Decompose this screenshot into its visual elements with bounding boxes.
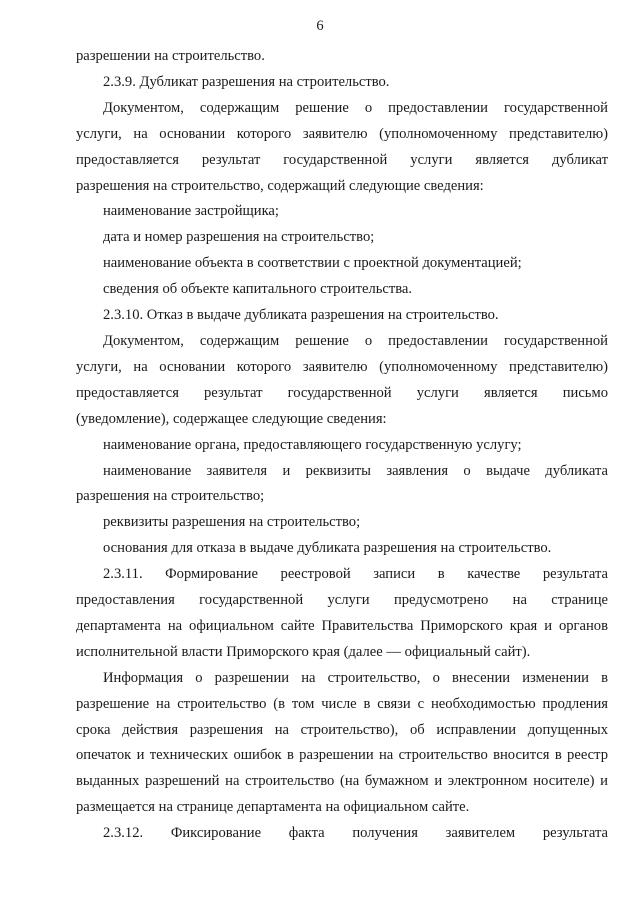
section-heading-2-3-11: 2.3.11. Формирование реестровой записи в качестве результата — [103, 566, 608, 583]
text-line: Документом, содержащим решение о предоставлении государственной — [103, 99, 608, 116]
text-line: услуги, на основании которого заявителю (уполномоченному представителю) — [76, 358, 608, 375]
list-item: наименование объекта в соответствии с проектной документацией; — [103, 255, 522, 272]
list-item: основания для отказа в выдаче дубликата разрешения на строительство. — [103, 540, 552, 557]
document-body — [76, 44, 608, 847]
list-item: реквизиты разрешения на строительство; — [103, 514, 361, 531]
text-line: исполнительной власти Приморского края (далее — официальный сайт). — [76, 643, 531, 660]
page-number: 6 — [316, 18, 324, 34]
text-line: услуги, на основании которого заявителю (уполномоченному представителю) — [76, 125, 608, 142]
section-heading-2-3-10: 2.3.10. Отказ в выдаче дубликата разрешения на строительство. — [103, 307, 499, 324]
text-line: разрешения на строительство, содержащий следующие сведения: — [76, 177, 484, 194]
list-item: наименование застройщика; — [103, 203, 279, 220]
section-heading-2-3-9: 2.3.9. Дубликат разрешения на строительство. — [103, 73, 390, 90]
text-line: выданных разрешений на строительство (на бумажном и электронном носителе) и — [76, 773, 608, 790]
text-line: предоставляется результат государственной услуги является письмо — [76, 384, 608, 401]
section-heading-2-3-12: 2.3.12. Фиксирование факта получения заявителем результата — [103, 825, 608, 842]
text-line: Информация о разрешении на строительство, о внесении изменении в — [103, 669, 608, 686]
text-line: предоставления государственной услуги предусмотрено на странице — [76, 592, 608, 609]
text-line: срока действия разрешения на строительство), об исправлении допущенных — [76, 721, 608, 738]
list-item: наименование заявителя и реквизиты заявления о выдаче дубликата — [103, 462, 608, 479]
text-line: Документом, содержащим решение о предоставлении государственной — [103, 332, 608, 349]
text-line: разрешение на строительство (в том числе в связи с необходимостью продления — [76, 695, 608, 712]
text-line: разрешения на строительство; — [76, 488, 265, 505]
text-line: (уведомление), содержащее следующие сведения: — [76, 410, 387, 427]
list-item: сведения об объекте капитального строительства. — [103, 281, 413, 298]
text-line: разрешении на строительство. — [76, 48, 265, 64]
list-item: наименование органа, предоставляющего государственную услугу; — [103, 436, 522, 453]
list-item: дата и номер разрешения на строительство; — [103, 229, 375, 246]
text-line: предоставляется результат государственной услуги является дубликат — [76, 151, 608, 168]
text-line: департамента на официальном сайте Правительства Приморского края и органов — [76, 617, 608, 634]
text-line: размещается на странице департамента на официальном сайте. — [76, 799, 470, 816]
text-line: опечаток и технических ошибок в разрешении на строительство вносится в реестр — [76, 747, 608, 764]
